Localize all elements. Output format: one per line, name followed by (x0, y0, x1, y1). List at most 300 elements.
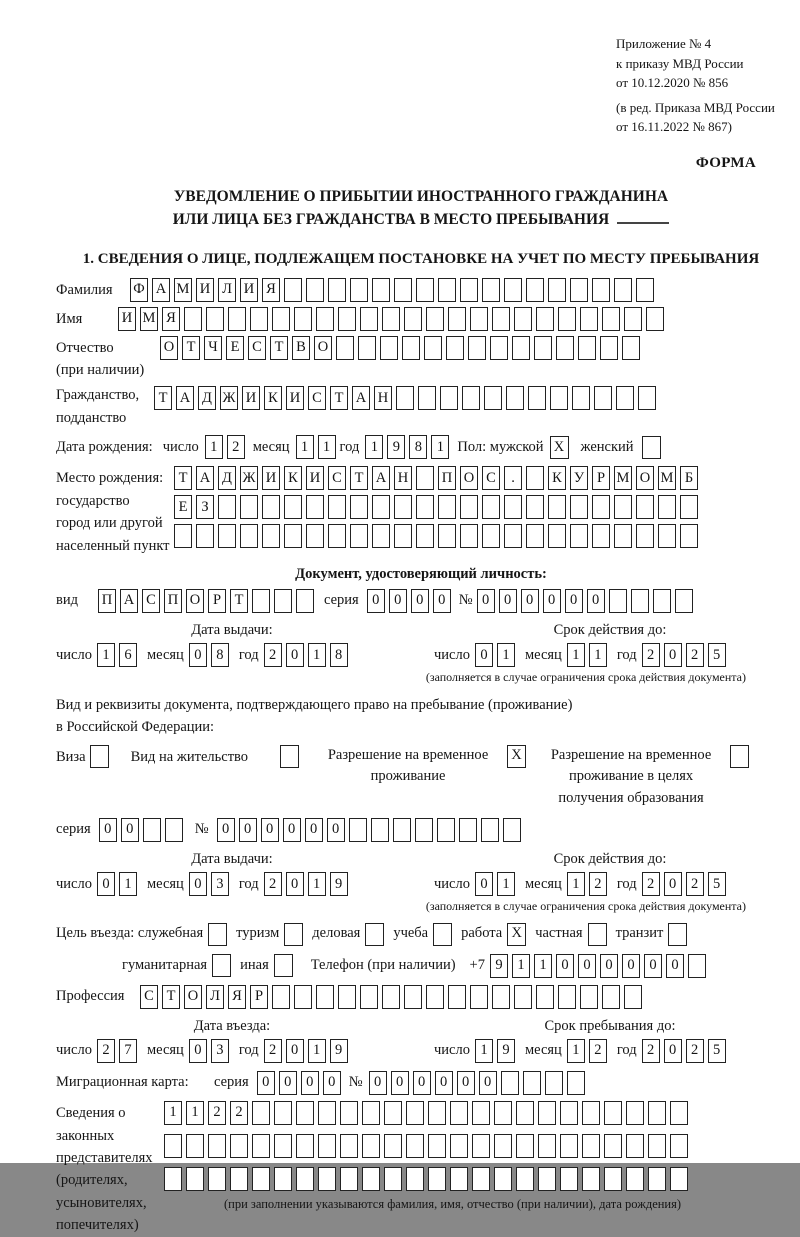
char-cell[interactable]: И (196, 278, 214, 302)
char-cell[interactable] (360, 307, 378, 331)
char-cell[interactable] (426, 985, 444, 1009)
char-cell[interactable]: 0 (479, 1071, 497, 1095)
char-cell[interactable]: С (248, 336, 266, 360)
char-cell[interactable]: . (504, 466, 522, 490)
char-cell[interactable] (450, 1134, 468, 1158)
char-cell[interactable]: 0 (189, 1039, 207, 1063)
char-cell[interactable]: 1 (534, 954, 552, 978)
char-cell[interactable] (523, 1071, 541, 1095)
char-cell[interactable]: С (142, 589, 160, 613)
char-cell[interactable] (328, 524, 346, 548)
char-cell[interactable]: 2 (589, 1039, 607, 1063)
char-cell[interactable] (528, 386, 546, 410)
purpose-work-checkbox[interactable]: X (507, 923, 526, 946)
char-cell[interactable] (626, 1101, 644, 1125)
char-cell[interactable] (306, 524, 324, 548)
char-cell[interactable] (294, 307, 312, 331)
char-cell[interactable] (218, 495, 236, 519)
char-cell[interactable]: 2 (642, 1039, 660, 1063)
char-cell[interactable] (604, 1134, 622, 1158)
char-cell[interactable]: Т (174, 466, 192, 490)
char-cell[interactable] (318, 1134, 336, 1158)
char-cell[interactable]: Я (262, 278, 280, 302)
char-cell[interactable]: И (242, 386, 260, 410)
char-cell[interactable]: О (636, 466, 654, 490)
char-cell[interactable] (416, 278, 434, 302)
char-cell[interactable]: А (352, 386, 370, 410)
char-cell[interactable]: 1 (589, 643, 607, 667)
char-cell[interactable] (165, 818, 183, 842)
char-cell[interactable]: М (658, 466, 676, 490)
char-cell[interactable] (316, 307, 334, 331)
char-cell[interactable]: 3 (211, 1039, 229, 1063)
char-cell[interactable] (482, 495, 500, 519)
char-cell[interactable] (550, 386, 568, 410)
char-cell[interactable] (604, 1101, 622, 1125)
char-cell[interactable] (582, 1101, 600, 1125)
char-cell[interactable] (582, 1134, 600, 1158)
char-cell[interactable]: 1 (567, 1039, 585, 1063)
char-cell[interactable] (472, 1101, 490, 1125)
char-cell[interactable] (624, 985, 642, 1009)
char-cell[interactable] (472, 1167, 490, 1191)
char-cell[interactable] (670, 1134, 688, 1158)
char-cell[interactable]: 0 (391, 1071, 409, 1095)
char-cell[interactable]: О (186, 589, 204, 613)
char-cell[interactable]: 2 (227, 435, 245, 459)
edu-permit-checkbox[interactable] (730, 745, 749, 768)
char-cell[interactable] (448, 307, 466, 331)
char-cell[interactable] (516, 1167, 534, 1191)
char-cell[interactable] (670, 1167, 688, 1191)
char-cell[interactable]: 0 (97, 872, 115, 896)
char-cell[interactable] (460, 278, 478, 302)
char-cell[interactable]: 0 (499, 589, 517, 613)
female-checkbox[interactable] (642, 436, 661, 459)
char-cell[interactable] (570, 495, 588, 519)
char-cell[interactable] (501, 1071, 519, 1095)
char-cell[interactable]: 1 (308, 872, 326, 896)
char-cell[interactable]: 0 (369, 1071, 387, 1095)
char-cell[interactable] (504, 524, 522, 548)
char-cell[interactable] (208, 1167, 226, 1191)
char-cell[interactable] (616, 386, 634, 410)
char-cell[interactable] (514, 307, 532, 331)
char-cell[interactable]: 9 (490, 954, 508, 978)
char-cell[interactable] (624, 307, 642, 331)
char-cell[interactable] (164, 1134, 182, 1158)
char-cell[interactable] (284, 524, 302, 548)
char-cell[interactable]: Ж (240, 466, 258, 490)
char-cell[interactable] (470, 985, 488, 1009)
char-cell[interactable] (230, 1167, 248, 1191)
char-cell[interactable] (406, 1101, 424, 1125)
char-cell[interactable]: 5 (708, 872, 726, 896)
char-cell[interactable]: 1 (308, 1039, 326, 1063)
char-cell[interactable]: 1 (205, 435, 223, 459)
char-cell[interactable]: 2 (97, 1039, 115, 1063)
char-cell[interactable] (494, 1167, 512, 1191)
char-cell[interactable] (382, 985, 400, 1009)
char-cell[interactable] (653, 589, 671, 613)
char-cell[interactable] (448, 985, 466, 1009)
char-cell[interactable] (360, 985, 378, 1009)
char-cell[interactable]: 1 (512, 954, 530, 978)
char-cell[interactable]: И (306, 466, 324, 490)
char-cell[interactable]: Ч (204, 336, 222, 360)
char-cell[interactable] (614, 495, 632, 519)
char-cell[interactable] (384, 1167, 402, 1191)
char-cell[interactable] (274, 1134, 292, 1158)
char-cell[interactable] (556, 336, 574, 360)
char-cell[interactable] (460, 495, 478, 519)
char-cell[interactable]: С (482, 466, 500, 490)
char-cell[interactable]: 1 (164, 1101, 182, 1125)
char-cell[interactable] (560, 1167, 578, 1191)
char-cell[interactable]: 2 (264, 643, 282, 667)
char-cell[interactable] (526, 524, 544, 548)
male-checkbox[interactable]: X (550, 436, 569, 459)
char-cell[interactable]: Т (230, 589, 248, 613)
char-cell[interactable]: З (196, 495, 214, 519)
char-cell[interactable]: И (240, 278, 258, 302)
char-cell[interactable]: 0 (411, 589, 429, 613)
char-cell[interactable] (362, 1134, 380, 1158)
char-cell[interactable]: И (118, 307, 136, 331)
char-cell[interactable] (196, 524, 214, 548)
char-cell[interactable] (626, 1167, 644, 1191)
char-cell[interactable]: 0 (217, 818, 235, 842)
char-cell[interactable] (472, 1134, 490, 1158)
char-cell[interactable] (636, 495, 654, 519)
char-cell[interactable]: 0 (666, 954, 684, 978)
char-cell[interactable]: 0 (286, 643, 304, 667)
char-cell[interactable]: 1 (97, 643, 115, 667)
char-cell[interactable] (658, 524, 676, 548)
char-cell[interactable] (252, 1101, 270, 1125)
char-cell[interactable] (402, 336, 420, 360)
char-cell[interactable]: 1 (475, 1039, 493, 1063)
char-cell[interactable] (296, 1134, 314, 1158)
char-cell[interactable] (670, 1101, 688, 1125)
char-cell[interactable] (396, 386, 414, 410)
char-cell[interactable]: 5 (708, 643, 726, 667)
char-cell[interactable] (570, 524, 588, 548)
char-cell[interactable] (572, 386, 590, 410)
char-cell[interactable]: 1 (365, 435, 383, 459)
char-cell[interactable]: 5 (708, 1039, 726, 1063)
char-cell[interactable] (250, 307, 268, 331)
char-cell[interactable]: 0 (327, 818, 345, 842)
char-cell[interactable] (404, 307, 422, 331)
char-cell[interactable]: 0 (286, 1039, 304, 1063)
char-cell[interactable]: Я (162, 307, 180, 331)
char-cell[interactable] (516, 1134, 534, 1158)
char-cell[interactable] (338, 307, 356, 331)
char-cell[interactable]: 0 (239, 818, 257, 842)
char-cell[interactable] (680, 524, 698, 548)
char-cell[interactable] (252, 589, 270, 613)
char-cell[interactable]: 2 (686, 643, 704, 667)
char-cell[interactable] (428, 1101, 446, 1125)
char-cell[interactable]: Д (218, 466, 236, 490)
char-cell[interactable]: 2 (264, 872, 282, 896)
char-cell[interactable] (516, 1101, 534, 1125)
char-cell[interactable]: Л (218, 278, 236, 302)
char-cell[interactable] (548, 495, 566, 519)
char-cell[interactable] (545, 1071, 563, 1095)
char-cell[interactable]: П (438, 466, 456, 490)
char-cell[interactable] (394, 524, 412, 548)
char-cell[interactable] (578, 336, 596, 360)
char-cell[interactable] (143, 818, 161, 842)
visa-checkbox[interactable] (90, 745, 109, 768)
char-cell[interactable] (548, 278, 566, 302)
char-cell[interactable]: 0 (475, 872, 493, 896)
char-cell[interactable] (296, 1101, 314, 1125)
char-cell[interactable]: 0 (389, 589, 407, 613)
char-cell[interactable]: Р (592, 466, 610, 490)
char-cell[interactable] (382, 307, 400, 331)
char-cell[interactable] (538, 1167, 556, 1191)
char-cell[interactable] (416, 524, 434, 548)
char-cell[interactable]: 0 (261, 818, 279, 842)
char-cell[interactable] (512, 336, 530, 360)
char-cell[interactable] (631, 589, 649, 613)
char-cell[interactable] (440, 386, 458, 410)
char-cell[interactable] (318, 1167, 336, 1191)
char-cell[interactable]: 0 (279, 1071, 297, 1095)
char-cell[interactable] (503, 818, 521, 842)
char-cell[interactable]: 0 (99, 818, 117, 842)
char-cell[interactable] (506, 386, 524, 410)
char-cell[interactable] (415, 818, 433, 842)
char-cell[interactable] (406, 1167, 424, 1191)
char-cell[interactable]: 0 (556, 954, 574, 978)
char-cell[interactable]: 2 (642, 872, 660, 896)
char-cell[interactable] (350, 524, 368, 548)
char-cell[interactable]: 0 (283, 818, 301, 842)
char-cell[interactable] (426, 307, 444, 331)
char-cell[interactable] (228, 307, 246, 331)
char-cell[interactable]: 0 (286, 872, 304, 896)
char-cell[interactable] (306, 495, 324, 519)
char-cell[interactable] (230, 1134, 248, 1158)
char-cell[interactable] (218, 524, 236, 548)
char-cell[interactable]: О (160, 336, 178, 360)
char-cell[interactable] (494, 1101, 512, 1125)
char-cell[interactable] (274, 1101, 292, 1125)
char-cell[interactable]: 0 (475, 643, 493, 667)
char-cell[interactable] (450, 1167, 468, 1191)
char-cell[interactable]: 9 (330, 1039, 348, 1063)
purpose-private-checkbox[interactable] (588, 923, 607, 946)
char-cell[interactable]: 7 (119, 1039, 137, 1063)
char-cell[interactable]: 1 (497, 643, 515, 667)
char-cell[interactable] (186, 1134, 204, 1158)
char-cell[interactable] (394, 278, 412, 302)
char-cell[interactable] (580, 985, 598, 1009)
char-cell[interactable]: А (372, 466, 390, 490)
char-cell[interactable]: 8 (409, 435, 427, 459)
char-cell[interactable]: 1 (567, 872, 585, 896)
char-cell[interactable] (446, 336, 464, 360)
char-cell[interactable]: Ф (130, 278, 148, 302)
char-cell[interactable] (526, 278, 544, 302)
char-cell[interactable] (416, 495, 434, 519)
char-cell[interactable] (594, 386, 612, 410)
char-cell[interactable]: 0 (644, 954, 662, 978)
char-cell[interactable] (468, 336, 486, 360)
purpose-business-checkbox[interactable] (365, 923, 384, 946)
char-cell[interactable]: 1 (119, 872, 137, 896)
char-cell[interactable]: Л (206, 985, 224, 1009)
char-cell[interactable]: А (120, 589, 138, 613)
char-cell[interactable] (362, 1101, 380, 1125)
char-cell[interactable]: А (176, 386, 194, 410)
char-cell[interactable] (558, 985, 576, 1009)
char-cell[interactable] (602, 307, 620, 331)
char-cell[interactable] (252, 1167, 270, 1191)
char-cell[interactable] (688, 954, 706, 978)
char-cell[interactable] (560, 1134, 578, 1158)
char-cell[interactable]: 2 (686, 1039, 704, 1063)
char-cell[interactable]: 0 (664, 643, 682, 667)
char-cell[interactable] (534, 336, 552, 360)
char-cell[interactable]: 9 (497, 1039, 515, 1063)
char-cell[interactable]: Т (350, 466, 368, 490)
char-cell[interactable]: 0 (587, 589, 605, 613)
char-cell[interactable] (328, 495, 346, 519)
temp-permit-checkbox[interactable]: X (507, 745, 526, 768)
char-cell[interactable] (675, 589, 693, 613)
char-cell[interactable] (428, 1167, 446, 1191)
char-cell[interactable] (514, 985, 532, 1009)
char-cell[interactable] (462, 386, 480, 410)
char-cell[interactable]: В (292, 336, 310, 360)
char-cell[interactable]: М (614, 466, 632, 490)
char-cell[interactable]: 1 (431, 435, 449, 459)
char-cell[interactable] (438, 495, 456, 519)
char-cell[interactable]: 0 (301, 1071, 319, 1095)
char-cell[interactable] (338, 985, 356, 1009)
char-cell[interactable] (252, 1134, 270, 1158)
char-cell[interactable] (406, 1134, 424, 1158)
char-cell[interactable]: 9 (330, 872, 348, 896)
char-cell[interactable]: Т (330, 386, 348, 410)
char-cell[interactable]: С (140, 985, 158, 1009)
char-cell[interactable] (380, 336, 398, 360)
char-cell[interactable]: Е (174, 495, 192, 519)
char-cell[interactable] (604, 1167, 622, 1191)
char-cell[interactable]: И (286, 386, 304, 410)
char-cell[interactable]: М (174, 278, 192, 302)
char-cell[interactable] (504, 278, 522, 302)
char-cell[interactable]: А (152, 278, 170, 302)
char-cell[interactable] (538, 1134, 556, 1158)
char-cell[interactable] (404, 985, 422, 1009)
char-cell[interactable] (362, 1167, 380, 1191)
char-cell[interactable]: 0 (189, 872, 207, 896)
char-cell[interactable] (186, 1167, 204, 1191)
char-cell[interactable] (418, 386, 436, 410)
char-cell[interactable] (371, 818, 389, 842)
char-cell[interactable]: 2 (264, 1039, 282, 1063)
char-cell[interactable]: П (98, 589, 116, 613)
char-cell[interactable] (416, 466, 434, 490)
char-cell[interactable] (384, 1134, 402, 1158)
char-cell[interactable]: И (262, 466, 280, 490)
char-cell[interactable] (340, 1134, 358, 1158)
char-cell[interactable] (164, 1167, 182, 1191)
char-cell[interactable] (648, 1101, 666, 1125)
char-cell[interactable] (296, 589, 314, 613)
char-cell[interactable] (592, 495, 610, 519)
char-cell[interactable] (492, 985, 510, 1009)
char-cell[interactable]: О (184, 985, 202, 1009)
char-cell[interactable]: Н (394, 466, 412, 490)
char-cell[interactable]: 9 (387, 435, 405, 459)
purpose-official-checkbox[interactable] (208, 923, 227, 946)
char-cell[interactable] (646, 307, 664, 331)
char-cell[interactable] (504, 495, 522, 519)
char-cell[interactable] (262, 524, 280, 548)
char-cell[interactable] (284, 495, 302, 519)
char-cell[interactable] (340, 1101, 358, 1125)
char-cell[interactable] (638, 386, 656, 410)
char-cell[interactable]: Р (208, 589, 226, 613)
char-cell[interactable]: У (570, 466, 588, 490)
char-cell[interactable] (272, 985, 290, 1009)
char-cell[interactable]: 2 (686, 872, 704, 896)
char-cell[interactable] (306, 278, 324, 302)
char-cell[interactable]: 0 (622, 954, 640, 978)
char-cell[interactable] (428, 1134, 446, 1158)
char-cell[interactable] (622, 336, 640, 360)
char-cell[interactable]: 0 (323, 1071, 341, 1095)
char-cell[interactable]: 0 (543, 589, 561, 613)
char-cell[interactable] (648, 1167, 666, 1191)
char-cell[interactable] (349, 818, 367, 842)
char-cell[interactable] (592, 278, 610, 302)
char-cell[interactable] (636, 278, 654, 302)
char-cell[interactable]: 0 (600, 954, 618, 978)
char-cell[interactable] (482, 278, 500, 302)
purpose-humanitarian-checkbox[interactable] (212, 954, 231, 977)
char-cell[interactable]: Я (228, 985, 246, 1009)
char-cell[interactable] (460, 524, 478, 548)
char-cell[interactable]: Ж (220, 386, 238, 410)
char-cell[interactable] (450, 1101, 468, 1125)
char-cell[interactable] (536, 307, 554, 331)
char-cell[interactable] (318, 1101, 336, 1125)
char-cell[interactable] (296, 1167, 314, 1191)
char-cell[interactable]: 0 (664, 872, 682, 896)
char-cell[interactable]: К (548, 466, 566, 490)
char-cell[interactable] (636, 524, 654, 548)
char-cell[interactable]: О (314, 336, 332, 360)
char-cell[interactable]: Е (226, 336, 244, 360)
char-cell[interactable]: Т (162, 985, 180, 1009)
char-cell[interactable]: П (164, 589, 182, 613)
char-cell[interactable]: 1 (308, 643, 326, 667)
char-cell[interactable] (284, 278, 302, 302)
char-cell[interactable]: 0 (257, 1071, 275, 1095)
char-cell[interactable] (372, 278, 390, 302)
char-cell[interactable] (294, 985, 312, 1009)
char-cell[interactable] (490, 336, 508, 360)
char-cell[interactable]: 0 (121, 818, 139, 842)
